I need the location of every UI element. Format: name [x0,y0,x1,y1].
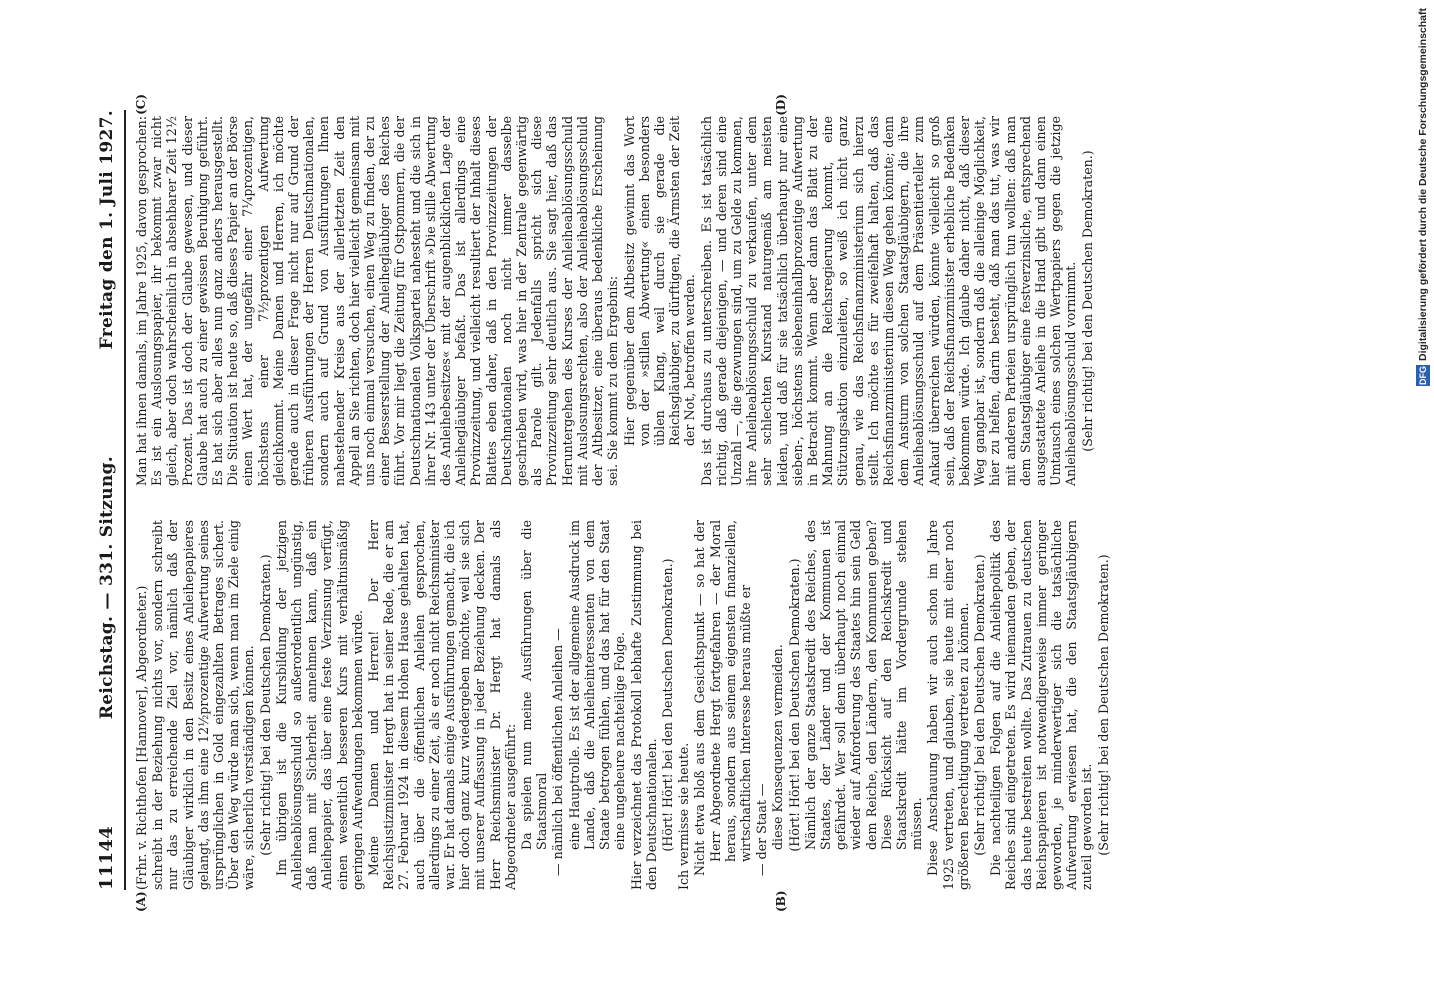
document-page [90,94,1400,912]
paragraph: (Sehr richtig! bei den Deutschen Demokraten.) [1079,150,1095,452]
text-columns [134,94,1112,912]
paragraph: Nämlich der ganze Staatskredit des Reiches, des Staates, der Länder und der Kommunen ist gefährdet. Wer soll denn überhaupt noch einmal wieder auf Anforderung des Staates hin sein Geld dem Reiche, den Ländern, den Kommunen geben? Diese Rücksicht auf den Reichskredit und Staatskredit hätte im Vordergrunde stehen müssen. [802,520,925,850]
paragraph: (Sehr richtig! bei den Deutschen Demokraten.) [971,554,987,856]
left-column [134,520,1112,912]
paragraph: — der Staat — [754,783,770,876]
paragraph: (Sehr richtig! bei den Deutschen Demokraten.) [1095,554,1111,856]
paragraph: Man hat ihnen damals, im Jahre 1925, davon gesprochen: Es ist ein Auslosungspapier, ihr bekommt zwar nicht gleich, aber doch wahrscheinlich in absehbarer Zeit 12½ Prozent. Das ist doch der Glaube gewesen, und dieser Glaube hat auch zu einer gewissen Beruhigung geführt. Es hat sich aber alles nun ganz anders herausgestellt. Die Situation ist heute so, daß dieses Papier an der Börse einen Wert hat, der ungefähr einer 7¼prozentigen, höchstens einer 7½prozentigen Aufwertung gleichkommt. Meine Damen und Herren, ich möchte gerade auch in dieser Frage nicht nur auf Grund der früheren Ausführungen der Herren Deutschnationalen, sondern auch auf Grund von Ausführungen Ihnen nahestehender Kreise aus der allerletzten Zeit den Appell an Sie richten, doch hier vielleicht gemeinsam mit uns noch einmal versuchen, einen Weg zu finden, der zu einer Besserstellung der Anleihegläubiger des Reiches führt. Vor mir liegt die Zeitung für Ostpommern, die der Deutschnationalen Volkspartei nahesteht und die sich in ihrer Nr. 143 unter der Überschrift »Die stille Abwertung des Anleihebesitzes« mit der augenblicklichen Lage der Anleihegläubiger befaßt. Das ist allerdings eine Provinzzeitung, und vielleicht resultiert der Inhalt dieses Blattes eben daher, daß in den Provinzzeitungen der Deutschnationalen noch nicht immer dasselbe geschrieben wird, was hier in der Zentrale gegenwärtig als Parole gilt. Jedenfalls spricht sich diese Provinzzeitung sehr deutlich aus. Sie sagt hier, daß das Heruntergehen des Kurses der Anleiheablösungsschuld mit Auslosungsrechten, also der Anleiheablösungsschuld der Altbesitzer, eine überaus bedenkliche Erscheinung sei. Sie kommt zu dem Ergebnis: [134,116,621,486]
paragraph: Im übrigen ist die Kursbildung der jetzigen Anleiheablösungsschuld so außerordentlich ungünstig, daß man mit Sicherheit annehmen kann, daß ein Anleihepapier, das über eine feste Verzinsung verfügt, einen wesentlich besseren Kurs mit verhältnismäßig geringen Aufwendungen bekommen würde. [273,520,365,890]
paragraph: — nämlich bei öffentlichen Anleihen — [550,628,566,876]
paragraph: eine Hauptrolle. Es ist der allgemeine Ausdruck im Lande, daß die Anleiheinteressenten von dem Staate betrogen fühlen, und das hat für den Staat eine ungeheure nachteilige Folge. [566,520,628,850]
right-column [134,94,1112,486]
margin-marker-c: (C) [134,94,148,115]
paragraph: Hier gegenüber dem Altbesitz gewinnt das Wort von der »stillen Abwertung« einen besonders üblen Klang, weil durch sie gerade die Reichsgläubiger, zu dürftigen, die Ärmsten der Zeit der Not, betroffen werden. [621,116,698,446]
paragraph: Nicht etwa bloß aus dem Gesichtspunkt — so hat der Herr Abgeordnete Hergt fortgefahren — der Moral heraus, sondern aus seinem eigensten finanziellen, wirtschaftlichen Interesse heraus müßte er [692,520,753,876]
session-date: Freitag den 1. Juli 1927. [97,110,117,350]
paragraph: Das ist durchaus zu unterschreiben. Es ist tatsächlich richtig, daß gerade diejenigen, — und deren sind eine Unzahl —, die gezwungen sind, um zu Gelde zu kommen, ihre Anleiheablösungsschuld zu verkaufen, unter dem sehr schlechten Kurstand naturgemäß am meisten leiden, und daß für sie tatsächlich überhaupt nur eine sieben-, höchstens siebeneinhalbprozentige Aufwertung in Betracht kommt. Wenn aber dann das Blatt zu der Mahnung an die Reichsregierung kommt, eine Stützungsaktion einzuleiten, so weiß ich nicht ganz genau, wie das Reichsfinanzministerium sich hierzu stellt. Ich möchte es für zweifelhaft halten, daß das Reichsfinanzministerium diesen Weg gehen könnte; denn dem Ansturm von solchen Staatsgläubigern, die ihre Anleiheablösungsschuld auf dem Präsentierteller zum Ankauf überreichen würden, könnte vielleicht so groß sein, daß der Reichsfinanzminister erhebliche Bedenken bekommen würde. Ich glaube daher nicht, daß dieser Weg gangbar ist, sondern daß die alleinige Möglichkeit, hier zu helfen, darin besteht, daß man das tut, was wir mit anderen Parteien ursprünglich tun wollten: daß man dem Staatsgläubiger eine festverzinsliche, entsprechend ausgestattete Anleihe in die Hand gibt und dann einen Umtausch eines solchen Wertpapiers gegen die jetzige Anleiheablösungsschuld vornimmt. [698,116,1079,486]
paragraph: (Hört! Hört! bei den Deutschen Demokraten.) [786,558,802,852]
paragraph: (Frhr. v. Richthofen [Hannover], Abgeordneter.) [134,585,149,890]
paragraph: Diese Anschauung haben wir auch schon im Jahre 1925 vertreten, und glauben, sie heute mit einer noch größeren Berechtigung vertreten zu können. [925,520,971,890]
paragraph: Da spielen nun meine Ausführungen über die Staatsmoral [519,520,550,850]
page-number: 11144 [96,825,117,890]
margin-marker-d: (D) [774,94,788,116]
page-header [96,110,126,890]
paragraph: (Sehr richtig! bei den Deutschen Demokraten.) [257,554,273,856]
dfg-logo: DFG [1418,365,1428,385]
paragraph: Die nachteiligen Folgen auf die Anleihepolitik des Reiches sind eingetreten. Es wird niemanden geben, der das heute bestreiten wollte. Das Zutrauen zu deutschen Reichspapieren ist notwendigerweise immer geringer geworden, je minderwertiger sich die tatsächliche Aufwertung erwiesen hat, die den Staatsgläubigern zuteil geworden ist. [988,520,1095,890]
margin-marker-a: (A) [134,891,148,912]
paragraph: Hier verzeichnet das Protokoll lebhafte Zustimmung bei den Deutschnationalen. [628,520,659,890]
paragraph: diese Konsequenzen vermeiden. [770,644,786,850]
paragraph: (Hört! Hört! bei den Deutschen Demokraten.) [659,558,675,852]
digitization-credit [1416,8,1430,386]
paragraph: Meine Damen und Herren! Der Herr Reichsjustizminister Hergt hat in seiner Rede, die er am 27. Februar 1924 in diesem Hohen Hause gehalten hat, auch über die öffentlichen Anleihen gesprochen, allerdings zu einer Zeit, als er noch nicht Reichsminister war. Er hat damals einige Ausführungen gemacht, die ich hier doch ganz kurz wiedergeben möchte, weil sie sich mit unserer Auffassung in jeder Beziehung decken. Der Herr Reichsminister Dr. Hergt hat damals als Abgeordneter ausgeführt: [366,520,518,890]
margin-marker-b: (B) [774,890,788,912]
paragraph: schreibt in der Beziehung nichts vor, sondern schreibt nur das zu erreichende Ziel vor, nämlich daß der Gläubiger wirklich in den Besitz eines Anleihepapieres gelangt, das ihm eine 12½prozentige Aufwertung seines ursprünglichen in Gold eingezahlten Betrages sichert. Über den Weg würde man sich, wenn man im Ziele einig wäre, sicherlich verständigen können. [150,520,257,890]
session-title: Reichstag. — 331. Sitzung. [97,456,117,720]
credit-text: Digitalisierung gefördert durch die Deutsche Forschungsgemeinschaft [1417,8,1429,361]
paragraph: Ich vermisse sie heute. [676,742,692,890]
